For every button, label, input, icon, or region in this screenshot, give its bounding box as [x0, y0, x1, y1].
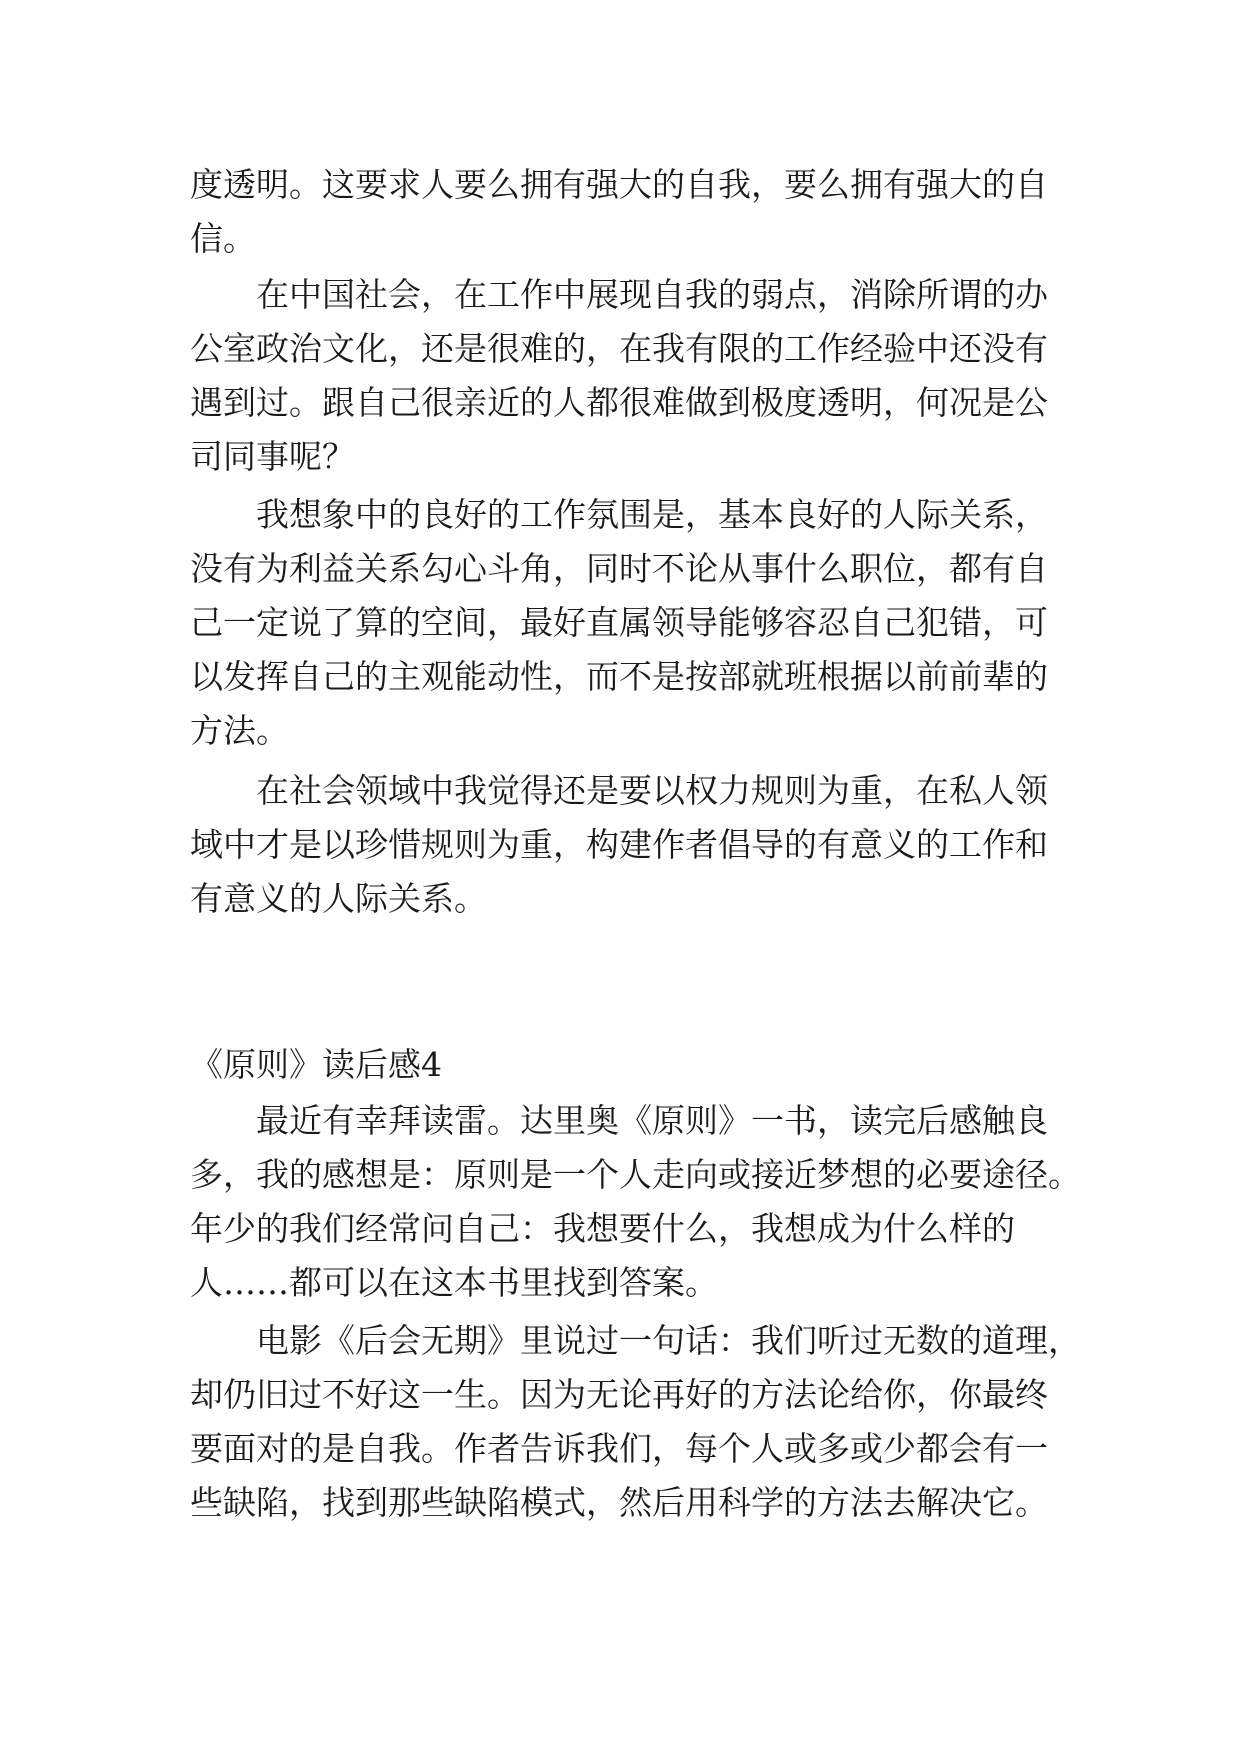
paragraph-line: 在社会领域中我觉得还是要以权力规则为重，在私人领: [256, 771, 1048, 810]
paragraph-line: 方法。: [190, 711, 289, 750]
paragraph-line: 多，我的感想是：原则是一个人走向或接近梦想的必要途径。: [190, 1155, 1081, 1194]
paragraph-line: 在中国社会，在工作中展现自我的弱点，消除所谓的办: [256, 275, 1048, 314]
paragraph-line: 信。: [190, 219, 256, 258]
section-heading: [190, 1038, 1060, 1092]
paragraph-line: 却仍旧过不好这一生。因为无论再好的方法论给你，你最终: [190, 1375, 1048, 1414]
paragraph-line: 最近有幸拜读雷。达里奥《原则》一书，读完后感触良: [256, 1101, 1048, 1140]
paragraph-line: 域中才是以珍惜规则为重，构建作者倡导的有意义的工作和: [190, 825, 1048, 864]
paragraph-line: 电影《后会无期》里说过一句话：我们听过无数的道理，: [256, 1321, 1081, 1360]
paragraph-5: [190, 1094, 1081, 1310]
paragraph-line: 我想象中的良好的工作氛围是，基本良好的人际关系，: [256, 495, 1048, 534]
paragraph-line: 没有为利益关系勾心斗角，同时不论从事什么职位，都有自: [190, 549, 1048, 588]
section-heading-text: 《原则》读后感4: [190, 1045, 442, 1084]
paragraph-line: 人……都可以在这本书里找到答案。: [190, 1263, 718, 1302]
paragraph-4: [190, 764, 1060, 926]
paragraph-line: 以发挥自己的主观能动性，而不是按部就班根据以前前辈的: [190, 657, 1048, 696]
paragraph-line: 些缺陷，找到那些缺陷模式，然后用科学的方法去解决它。: [190, 1483, 1048, 1522]
paragraph-line: 司同事呢？: [190, 437, 355, 476]
paragraph-line: 度透明。这要求人要么拥有强大的自我，要么拥有强大的自: [190, 165, 1048, 204]
paragraph-3: [190, 488, 1060, 758]
paragraph-line: 要面对的是自我。作者告诉我们，每个人或多或少都会有一: [190, 1429, 1048, 1468]
paragraph-line: 公室政治文化，还是很难的，在我有限的工作经验中还没有: [190, 329, 1048, 368]
paragraph-line: 有意义的人际关系。: [190, 879, 487, 918]
paragraph-line: 遇到过。跟自己很亲近的人都很难做到极度透明，何况是公: [190, 383, 1048, 422]
paragraph-line: 己一定说了算的空间，最好直属领导能够容忍自己犯错，可: [190, 603, 1048, 642]
paragraph-line: 年少的我们经常问自己：我想要什么，我想成为什么样的: [190, 1209, 1015, 1248]
paragraph-6: [190, 1314, 1081, 1530]
paragraph-2: [190, 268, 1060, 484]
paragraph-1: [190, 158, 1060, 266]
